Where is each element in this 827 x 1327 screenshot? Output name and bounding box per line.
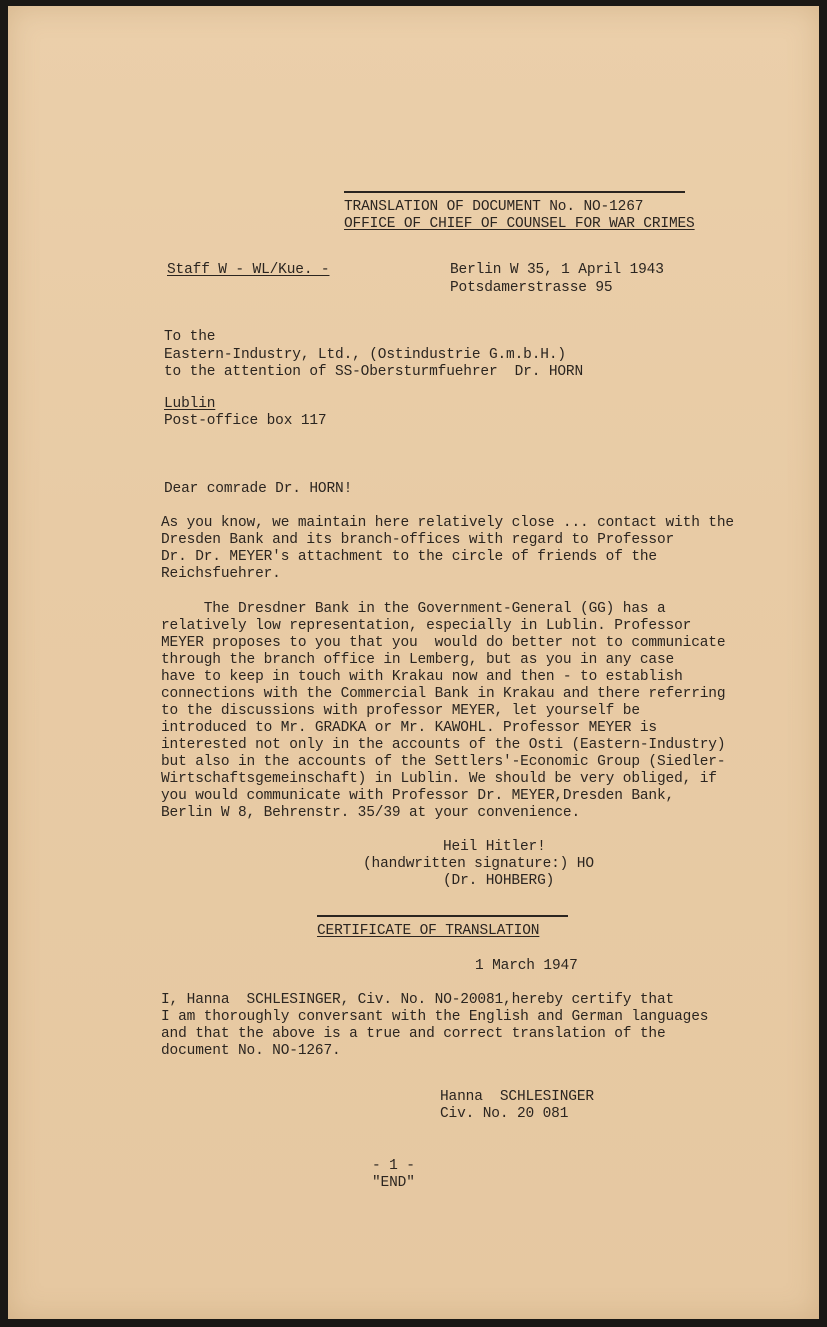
place-date: Berlin W 35, 1 April 1943	[450, 262, 664, 278]
certificate-date: 1 March 1947	[475, 958, 578, 974]
paragraph-2-line-5: have to keep in touch with Krakau now and then - to establish	[161, 669, 683, 685]
paragraph-1-line-1: As you know, we maintain here relatively close ... contact with the	[161, 515, 734, 531]
addressee-line-3: to the attention of SS-Obersturmfuehrer Dr. HORN	[164, 364, 584, 380]
paragraph-2-line-8: introduced to Mr. GRADKA or Mr. KAWOHL. Professor MEYER is	[161, 720, 657, 736]
paragraph-2-line-1: The Dresdner Bank in the Government-General (GG) has a	[161, 601, 666, 617]
certificate-line-1: I, Hanna SCHLESINGER, Civ. No. NO-20081,hereby certify that	[161, 992, 675, 1008]
paragraph-2-line-7: to the discussions with professor MEYER, let yourself be	[161, 703, 640, 719]
closing: Heil Hitler!	[443, 839, 546, 855]
header-line-1: TRANSLATION OF DOCUMENT No. NO-1267	[344, 199, 644, 215]
paragraph-1-line-2: Dresden Bank and its branch-offices with regard to Professor	[161, 532, 675, 548]
reference-code: Staff W - WL/Kue. -	[167, 262, 330, 278]
end-marker: "END"	[372, 1175, 415, 1191]
signature-note: (handwritten signature:) HO	[363, 856, 594, 872]
paragraph-2-line-2: relatively low representation, especially in Lublin. Professor	[161, 618, 692, 634]
addressee-line-2: Eastern-Industry, Ltd., (Ostindustrie G.m.b.H.)	[164, 347, 566, 363]
paragraph-2-line-4: through the branch office in Lemberg, but as you in any case	[161, 652, 675, 668]
street-address: Potsdamerstrasse 95	[450, 280, 613, 296]
paragraph-2-line-12: you would communicate with Professor Dr. MEYER,Dresden Bank,	[161, 788, 675, 804]
certificate-line-2: I am thoroughly conversant with the English and German languages	[161, 1009, 709, 1025]
certificate-line-3: and that the above is a true and correct translation of the	[161, 1026, 666, 1042]
paragraph-2-line-13: Berlin W 8, Behrenstr. 35/39 at your convenience.	[161, 805, 581, 821]
header-line-2: OFFICE OF CHIEF OF COUNSEL FOR WAR CRIMES	[344, 216, 695, 232]
page-number: - 1 -	[372, 1158, 415, 1174]
paragraph-1-line-3: Dr. Dr. MEYER's attachment to the circle of friends of the	[161, 549, 657, 565]
city: Lublin	[164, 396, 216, 412]
salutation: Dear comrade Dr. HORN!	[164, 481, 353, 497]
paragraph-2-line-9: interested not only in the accounts of the Osti (Eastern-Industry)	[161, 737, 726, 753]
certificate-line-4: document No. NO-1267.	[161, 1043, 341, 1059]
header-top-rule	[344, 191, 685, 193]
addressee-line-1: To the	[164, 329, 216, 345]
paragraph-2-line-10: but also in the accounts of the Settlers'-Economic Group (Siedler-	[161, 754, 726, 770]
paragraph-2-line-11: Wirtschaftsgemeinschaft) in Lublin. We should be very obliged, if	[161, 771, 717, 787]
paragraph-1-line-4: Reichsfuehrer.	[161, 566, 281, 582]
translator-number: Civ. No. 20 081	[440, 1106, 569, 1122]
document-page	[8, 6, 819, 1319]
paragraph-2-line-3: MEYER proposes to you that you would do better not to communicate	[161, 635, 726, 651]
signatory: (Dr. HOHBERG)	[443, 873, 555, 889]
certificate-top-rule	[317, 915, 568, 917]
postbox: Post-office box 117	[164, 413, 327, 429]
certificate-title: CERTIFICATE OF TRANSLATION	[317, 923, 540, 939]
paragraph-2-line-6: connections with the Commercial Bank in Krakau and there referring	[161, 686, 726, 702]
translator-name: Hanna SCHLESINGER	[440, 1089, 594, 1105]
